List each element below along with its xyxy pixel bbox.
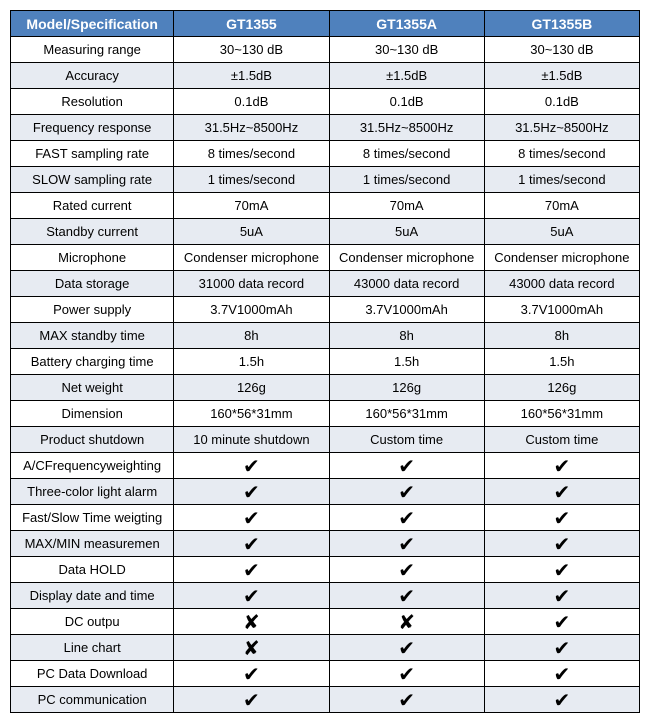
check-mark-icon: ✔ [398, 479, 415, 504]
check-cell [484, 583, 639, 609]
check-cell [174, 479, 329, 505]
check-cell [484, 661, 639, 687]
check-cell [174, 505, 329, 531]
row-label: Line chart [11, 635, 174, 661]
check-mark-icon: ✔ [398, 453, 415, 478]
value-cell: 70mA [484, 193, 639, 219]
check-mark-icon: ✔ [398, 505, 415, 530]
value-cell: 30~130 dB [174, 37, 329, 63]
row-label: PC Data Download [11, 661, 174, 687]
check-cell [174, 583, 329, 609]
check-mark-icon: ✔ [553, 505, 571, 530]
check-mark-icon: ✔ [243, 557, 260, 582]
row-label: Battery charging time [11, 349, 174, 375]
value-cell: 5uA [329, 219, 484, 245]
header-model: GT1355A [329, 11, 484, 37]
table-row [11, 271, 640, 297]
table-row [11, 479, 640, 505]
header-row [11, 11, 640, 37]
table-row [11, 193, 640, 219]
check-cell [484, 557, 639, 583]
table-row [11, 89, 640, 115]
check-mark-icon: ✔ [243, 661, 260, 686]
check-cell [174, 531, 329, 557]
check-mark-icon: ✔ [243, 479, 260, 504]
check-mark-icon: ✔ [398, 635, 415, 660]
check-mark-icon: ✔ [553, 583, 571, 608]
value-cell: 43000 data record [484, 271, 639, 297]
table-row [11, 37, 640, 63]
value-cell: 160*56*31mm [329, 401, 484, 427]
value-cell: Condenser microphone [484, 245, 639, 271]
row-label: Product shutdown [11, 427, 174, 453]
spec-table [10, 10, 640, 713]
row-label: Display date and time [11, 583, 174, 609]
value-cell: 8h [174, 323, 329, 349]
table-row [11, 297, 640, 323]
header-model: GT1355B [484, 11, 639, 37]
row-label: PC communication [11, 687, 174, 713]
check-mark-icon: ✔ [553, 661, 571, 686]
check-cell [329, 661, 484, 687]
table-row [11, 401, 640, 427]
table-row [11, 349, 640, 375]
check-cell [484, 453, 639, 479]
value-cell: ±1.5dB [329, 63, 484, 89]
check-mark-icon: ✔ [553, 635, 571, 660]
row-label: Resolution [11, 89, 174, 115]
row-label: MAX/MIN measuremen [11, 531, 174, 557]
check-cell [329, 687, 484, 713]
value-cell: 10 minute shutdown [174, 427, 329, 453]
value-cell: 31.5Hz~8500Hz [329, 115, 484, 141]
check-cell [329, 531, 484, 557]
value-cell: 31000 data record [174, 271, 329, 297]
check-cell [329, 583, 484, 609]
value-cell: 30~130 dB [484, 37, 639, 63]
table-row [11, 245, 640, 271]
table-row [11, 115, 640, 141]
row-label: FAST sampling rate [11, 141, 174, 167]
value-cell: 5uA [484, 219, 639, 245]
value-cell: 8 times/second [329, 141, 484, 167]
value-cell: Condenser microphone [329, 245, 484, 271]
header-model: GT1355 [174, 11, 329, 37]
check-cell [484, 531, 639, 557]
row-label: Measuring range [11, 37, 174, 63]
check-cell [329, 479, 484, 505]
row-label: Power supply [11, 297, 174, 323]
check-cell [484, 479, 639, 505]
value-cell: 1 times/second [174, 167, 329, 193]
check-cell [174, 687, 329, 713]
row-label: SLOW sampling rate [11, 167, 174, 193]
cross-cell [329, 609, 484, 635]
value-cell: 1.5h [174, 349, 329, 375]
value-cell: Custom time [329, 427, 484, 453]
check-mark-icon: ✔ [398, 531, 415, 556]
table-row [11, 219, 640, 245]
check-mark-icon: ✔ [398, 661, 415, 686]
row-label: Microphone [11, 245, 174, 271]
check-mark-icon: ✔ [553, 453, 571, 478]
table-row [11, 583, 640, 609]
value-cell: 1.5h [484, 349, 639, 375]
value-cell: 126g [174, 375, 329, 401]
check-mark-icon: ✔ [243, 505, 260, 530]
check-cell [174, 453, 329, 479]
check-cell [174, 661, 329, 687]
value-cell: 31.5Hz~8500Hz [174, 115, 329, 141]
check-mark-icon: ✔ [243, 453, 260, 478]
check-cell [484, 505, 639, 531]
row-label: Fast/Slow Time weigting [11, 505, 174, 531]
check-mark-icon: ✔ [553, 479, 571, 504]
check-cell [329, 557, 484, 583]
check-cell [329, 453, 484, 479]
value-cell: 1 times/second [329, 167, 484, 193]
check-cell [329, 505, 484, 531]
table-row [11, 635, 640, 661]
table-row [11, 661, 640, 687]
value-cell: ±1.5dB [484, 63, 639, 89]
spec-body [11, 37, 640, 713]
row-label: Rated current [11, 193, 174, 219]
table-row [11, 557, 640, 583]
header-label: Model/Specification [11, 11, 174, 37]
cross-mark-icon: ✘ [243, 635, 260, 660]
row-label: Data HOLD [11, 557, 174, 583]
row-label: Three-color light alarm [11, 479, 174, 505]
value-cell: 0.1dB [329, 89, 484, 115]
check-cell [484, 609, 639, 635]
table-row [11, 167, 640, 193]
value-cell: 3.7V1000mAh [484, 297, 639, 323]
value-cell: 8h [329, 323, 484, 349]
cross-cell [174, 609, 329, 635]
table-row [11, 453, 640, 479]
value-cell: 126g [484, 375, 639, 401]
value-cell: 8h [484, 323, 639, 349]
table-row [11, 687, 640, 713]
check-mark-icon: ✔ [243, 583, 260, 608]
table-row [11, 323, 640, 349]
table-row [11, 531, 640, 557]
value-cell: 126g [329, 375, 484, 401]
table-row [11, 141, 640, 167]
check-mark-icon: ✔ [398, 687, 415, 712]
table-row [11, 609, 640, 635]
table-row [11, 375, 640, 401]
check-cell [484, 687, 639, 713]
value-cell: 0.1dB [484, 89, 639, 115]
check-mark-icon: ✔ [398, 583, 415, 608]
value-cell: 8 times/second [484, 141, 639, 167]
table-row [11, 63, 640, 89]
value-cell: 5uA [174, 219, 329, 245]
value-cell: 160*56*31mm [484, 401, 639, 427]
check-cell [484, 635, 639, 661]
check-mark-icon: ✔ [553, 557, 571, 582]
table-row [11, 505, 640, 531]
value-cell: 70mA [174, 193, 329, 219]
row-label: Accuracy [11, 63, 174, 89]
table-row [11, 427, 640, 453]
check-mark-icon: ✔ [243, 531, 260, 556]
row-label: Standby current [11, 219, 174, 245]
value-cell: 70mA [329, 193, 484, 219]
check-cell [329, 635, 484, 661]
row-label: A/CFrequencyweighting [11, 453, 174, 479]
cross-mark-icon: ✘ [398, 609, 415, 634]
value-cell: 43000 data record [329, 271, 484, 297]
value-cell: 3.7V1000mAh [174, 297, 329, 323]
value-cell: 3.7V1000mAh [329, 297, 484, 323]
row-label: Data storage [11, 271, 174, 297]
value-cell: ±1.5dB [174, 63, 329, 89]
value-cell: Condenser microphone [174, 245, 329, 271]
check-mark-icon: ✔ [398, 557, 415, 582]
check-cell [174, 557, 329, 583]
check-mark-icon: ✔ [553, 609, 571, 634]
value-cell: 0.1dB [174, 89, 329, 115]
row-label: Frequency response [11, 115, 174, 141]
value-cell: 1 times/second [484, 167, 639, 193]
value-cell: 8 times/second [174, 141, 329, 167]
row-label: MAX standby time [11, 323, 174, 349]
value-cell: Custom time [484, 427, 639, 453]
value-cell: 160*56*31mm [174, 401, 329, 427]
cross-mark-icon: ✘ [243, 609, 260, 634]
row-label: Dimension [11, 401, 174, 427]
value-cell: 30~130 dB [329, 37, 484, 63]
check-mark-icon: ✔ [553, 531, 571, 556]
check-mark-icon: ✔ [243, 687, 260, 712]
check-mark-icon: ✔ [553, 687, 571, 712]
row-label: Net weight [11, 375, 174, 401]
value-cell: 31.5Hz~8500Hz [484, 115, 639, 141]
cross-cell [174, 635, 329, 661]
row-label: DC outpu [11, 609, 174, 635]
value-cell: 1.5h [329, 349, 484, 375]
